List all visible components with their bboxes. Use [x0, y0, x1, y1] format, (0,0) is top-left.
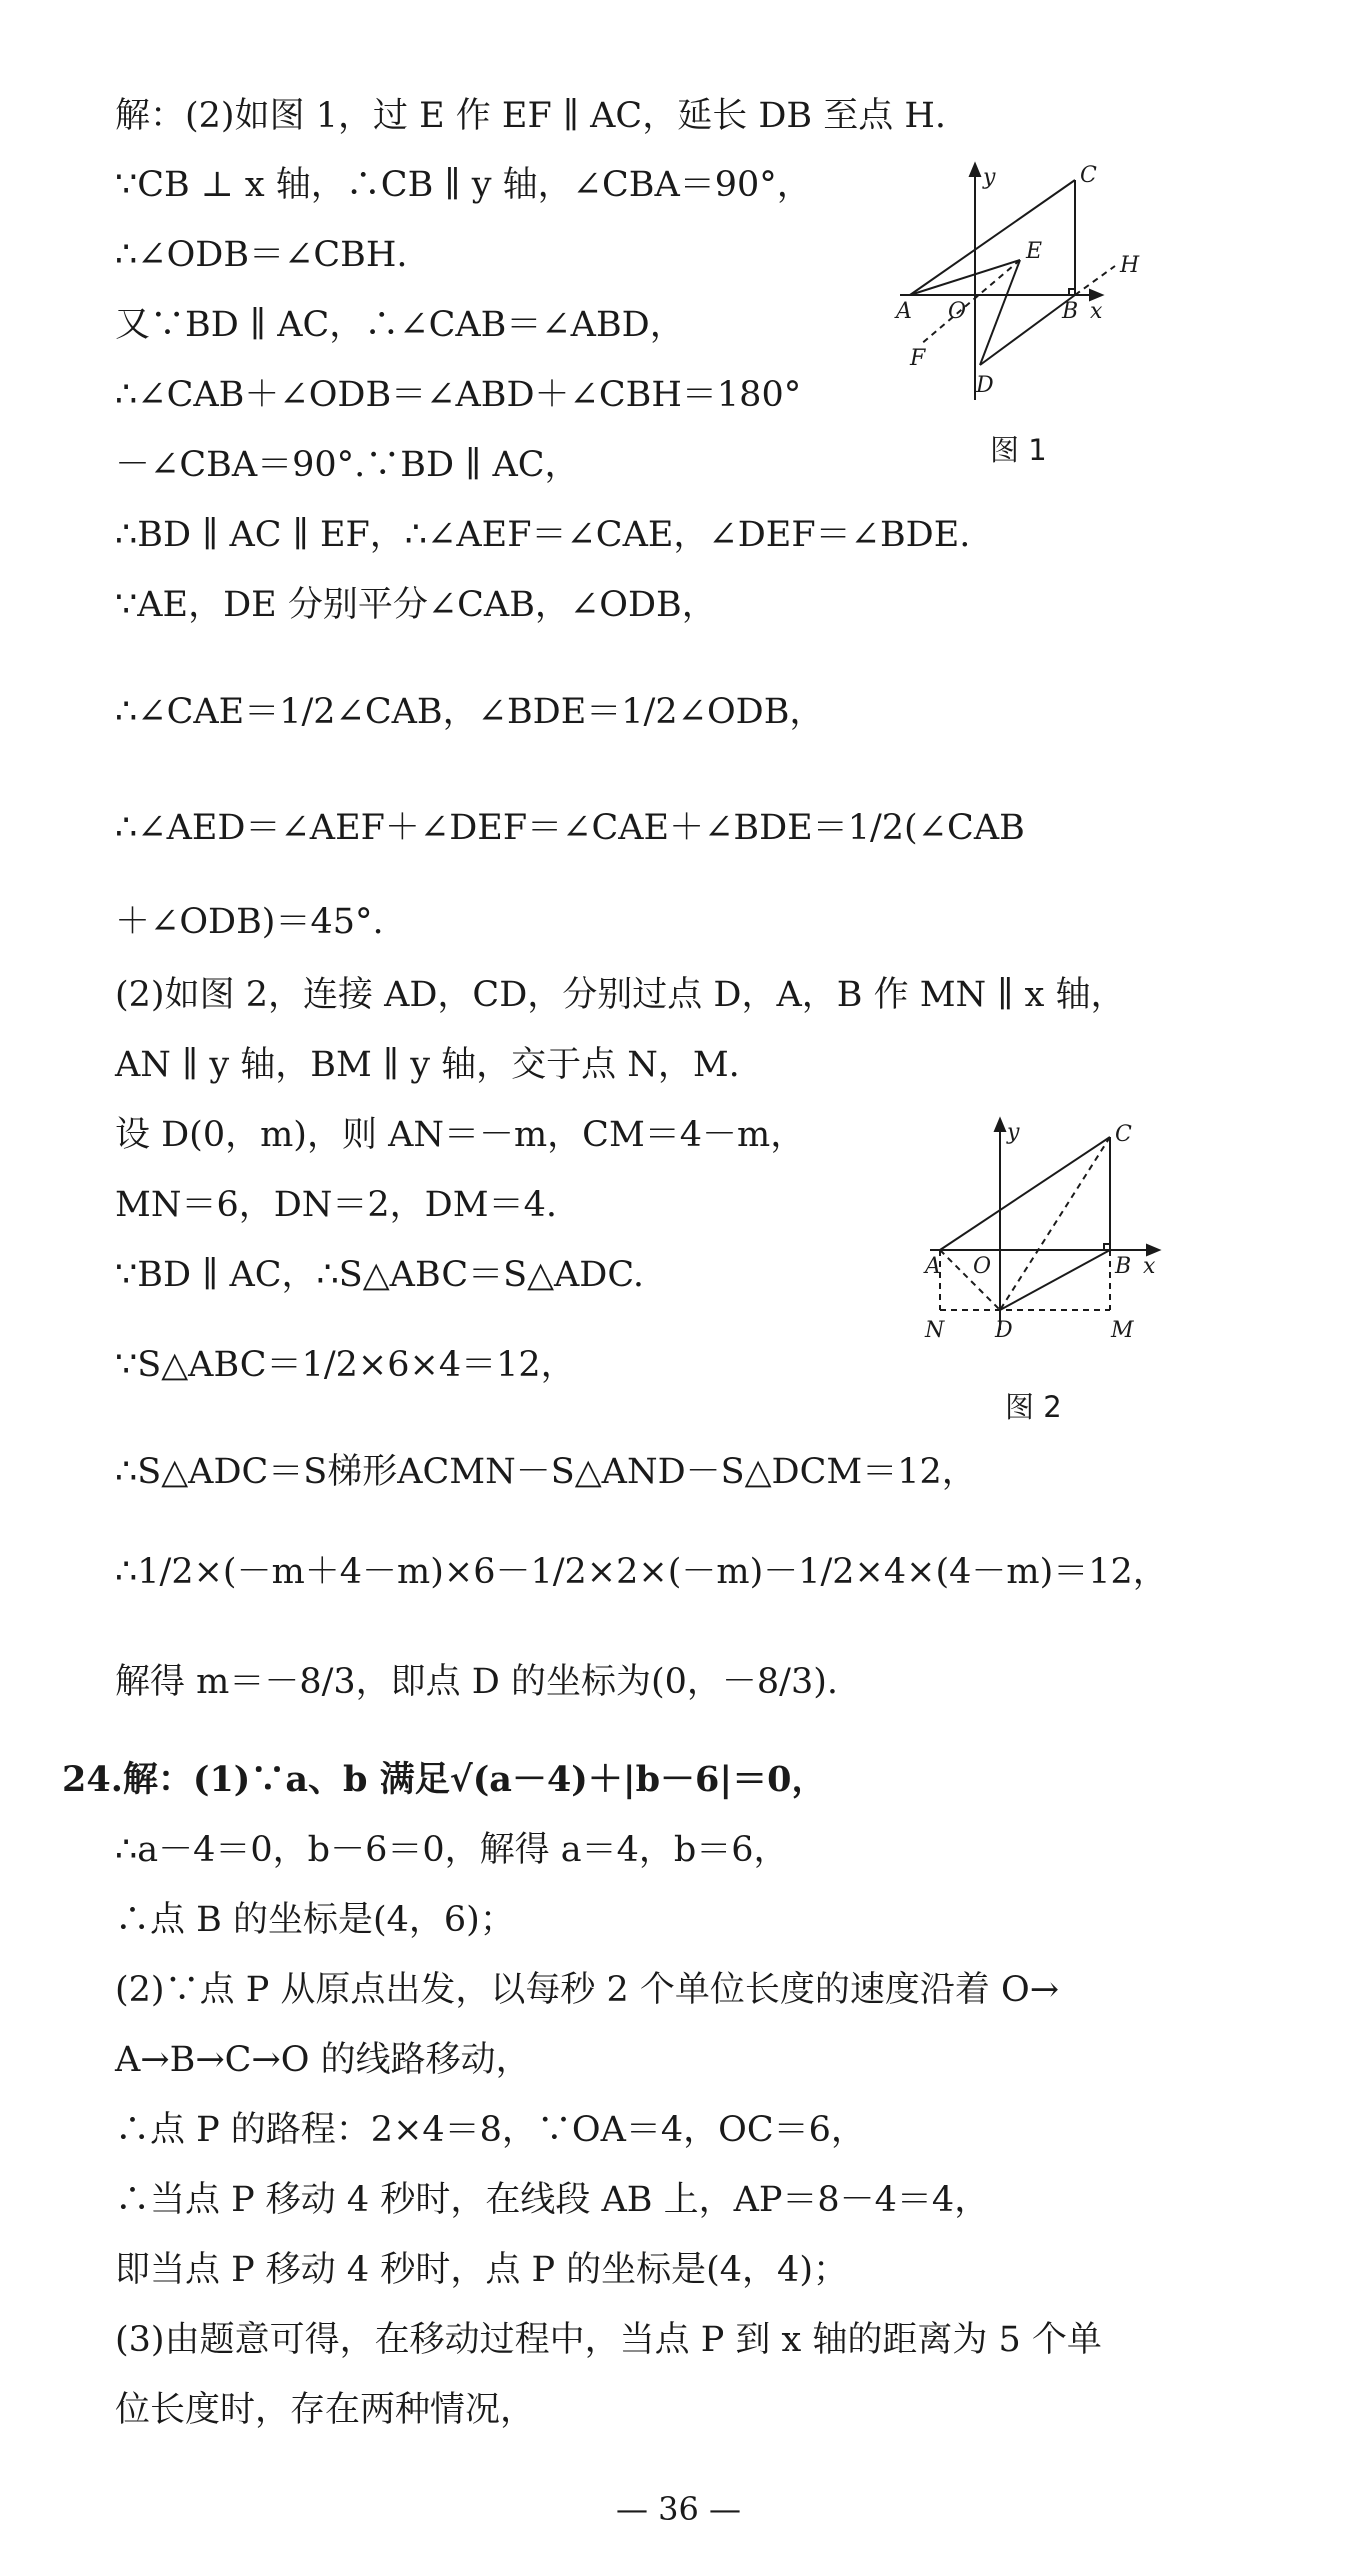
y-axis-arrow	[970, 164, 980, 176]
label-y: y	[1007, 1120, 1020, 1145]
text-line: －∠CBA＝90°.∵BD ∥ AC，	[115, 445, 580, 485]
right-angle-mark	[1069, 289, 1075, 295]
text-line: ∵CB ⊥ x 轴，∴CB ∥ y 轴，∠CBA＝90°，	[115, 165, 812, 205]
segment-cd	[1000, 1137, 1110, 1310]
text-line: ∴∠CAE＝1/2∠CAB，∠BDE＝1/2∠ODB，	[115, 692, 825, 732]
text-line: (2)∵点 P 从原点出发，以每秒 2 个单位长度的速度沿着 O→	[115, 1970, 1060, 2010]
label-x: x	[1090, 299, 1103, 324]
figure-2-caption: 图 2	[1005, 1390, 1062, 1424]
figure-2	[915, 1115, 1175, 1355]
segment-bd	[1000, 1250, 1110, 1310]
label-h: H	[1120, 253, 1140, 278]
y-axis-arrow	[995, 1119, 1005, 1131]
text-line: ∴a－4＝0，b－6＝0，解得 a＝4，b＝6，	[115, 1830, 789, 1870]
text-line: 解：(2)如图 1，过 E 作 EF ∥ AC，延长 DB 至点 H.	[115, 96, 947, 136]
label-y: y	[983, 165, 996, 190]
text-line: AN ∥ y 轴，BM ∥ y 轴，交于点 N，M.	[115, 1045, 740, 1085]
text-line: 设 D(0，m)，则 AN＝－m，CM＝4－m，	[115, 1115, 806, 1155]
text-line: ∴∠AED＝∠AEF＋∠DEF＝∠CAE＋∠BDE＝1/2(∠CAB	[115, 808, 1025, 848]
text-line: 解得 m＝－8/3，即点 D 的坐标为(0，－8/3).	[115, 1662, 838, 1702]
text-line: 即当点 P 移动 4 秒时，点 P 的坐标是(4，4)；	[115, 2250, 848, 2290]
page-number: — 36 —	[615, 2490, 742, 2528]
label-a: A	[896, 299, 912, 324]
text-line: ＋∠ODB)＝45°.	[115, 902, 384, 942]
right-angle-mark	[1104, 1244, 1110, 1250]
segment-bh	[1075, 266, 1115, 295]
text-line: A→B→C→O 的线路移动，	[115, 2040, 531, 2080]
label-o: O	[973, 1254, 992, 1279]
text-line: (3)由题意可得，在移动过程中，当点 P 到 x 轴的距离为 5 个单	[115, 2320, 1102, 2360]
segment-ac	[940, 1137, 1110, 1250]
label-o: O	[948, 299, 967, 324]
label-b: B	[1062, 299, 1079, 324]
label-n: N	[925, 1318, 945, 1343]
text-line: ∴S△ADC＝S梯形ACMN－S△AND－S△DCM＝12，	[115, 1452, 977, 1492]
text-line: ∴点 B 的坐标是(4，6)；	[115, 1900, 515, 1940]
text-line: ∵BD ∥ AC，∴S△ABC＝S△ADC.	[115, 1255, 644, 1295]
figure-1-caption: 图 1	[990, 433, 1047, 467]
label-b: B	[1115, 1254, 1132, 1279]
text-line: (2)如图 2，连接 AD，CD，分别过点 D，A，B 作 MN ∥ x 轴，	[115, 975, 1126, 1015]
text-line: ∴∠ODB＝∠CBH.	[115, 235, 408, 275]
label-x: x	[1143, 1254, 1156, 1279]
label-m: M	[1111, 1318, 1134, 1343]
text-line: MN＝6，DN＝2，DM＝4.	[115, 1185, 557, 1225]
text-line: 位长度时，存在两种情况，	[115, 2390, 536, 2430]
text-line: ∴BD ∥ AC ∥ EF，∴∠AEF＝∠CAE，∠DEF＝∠BDE.	[115, 515, 971, 555]
text-line: ∴∠CAB＋∠ODB＝∠ABD＋∠CBH＝180°	[115, 375, 802, 415]
label-c: C	[1080, 163, 1097, 188]
text-line: ∴点 P 的路程：2×4＝8，∵OA＝4，OC＝6，	[115, 2110, 866, 2150]
label-d: D	[976, 373, 994, 398]
segment-ef	[920, 260, 1020, 345]
text-line: 又∵BD ∥ AC，∴∠CAB＝∠ABD，	[115, 305, 685, 345]
label-a: A	[925, 1254, 941, 1279]
label-c: C	[1115, 1122, 1132, 1147]
segment-ae	[910, 260, 1020, 295]
text-line: 24.解：(1)∵a、b 满足√(a－4)＋|b－6|＝0，	[62, 1759, 827, 1800]
text-line: ∴1/2×(－m＋4－m)×6－1/2×2×(－m)－1/2×4×(4－m)＝12，	[115, 1552, 1168, 1592]
text-line: ∵S△ABC＝1/2×6×4＝12，	[115, 1345, 576, 1385]
label-d: D	[995, 1318, 1013, 1343]
segment-ac	[910, 180, 1075, 295]
figure-1	[880, 160, 1150, 410]
label-f: F	[910, 346, 926, 371]
label-e: E	[1026, 239, 1043, 264]
text-line: ∵AE，DE 分别平分∠CAB，∠ODB，	[115, 585, 717, 625]
text-line: ∴当点 P 移动 4 秒时，在线段 AB 上，AP＝8－4＝4，	[115, 2180, 990, 2220]
